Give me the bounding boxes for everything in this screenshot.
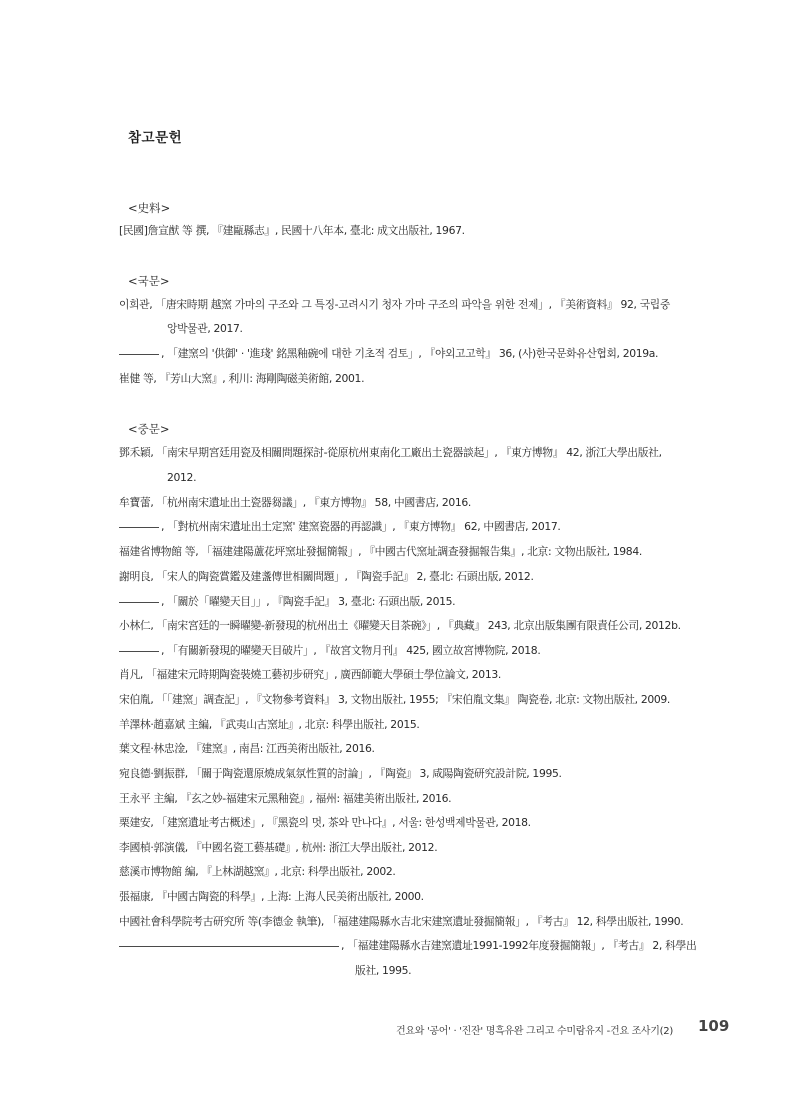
ditto-dash (119, 601, 159, 603)
running-footer: 건요와 '공어' · '진잔' 명흑유완 그리고 수미람유지 -건요 조사기(2) (396, 1026, 673, 1037)
reference-entry: 肖凡, 「福建宋元時期陶瓷裝燒工藝初步研究」, 廣西師範大學碩士學位論文, 2013. (119, 668, 501, 681)
references-heading: 참고문헌 (128, 130, 183, 146)
reference-entry-ditto: , 「建窯의 '供御' · '進琖' 銘黑釉碗에 대한 기초적 검토」, 『야외고고학』 36, (사)한국문화유산협회, 2019a. (119, 347, 658, 360)
reference-entry: 福建省博物館 等, 「福建建陽蘆花坪窯址發掘簡報」, 『中國古代窯址調查發掘報告集』, 北京: 文物出版社, 1984. (119, 545, 642, 558)
ditto-dash (119, 353, 159, 355)
reference-entry: 王永平 主編, 『玄之妙-福建宋元黑釉瓷』, 福州: 福建美術出版社, 2016. (119, 792, 452, 805)
reference-entry: 宛良德·劉振群, 「關于陶瓷還原燒成氣氛性質的討論」, 『陶瓷』 3, 咸陽陶瓷研究設計院, 1995. (119, 767, 562, 780)
page-number: 109 (698, 1017, 730, 1035)
reference-entry: 崔健 等, 『芳山大窯』, 利川: 海剛陶磁美術館, 2001. (119, 372, 365, 385)
reference-entry: 葉文程·林忠淦, 『建窯』, 南昌: 江西美術出版社, 2016. (119, 742, 375, 755)
reference-entry-ditto: , 「對杭州南宋遺址出土定窯' 建窯瓷器的再認識」, 『東方博物』 62, 中國書店, 2017. (119, 520, 561, 533)
reference-entry: 小林仁, 「南宋宮廷的一瞬曜變-新發現的杭州出土《曜變天目茶碗》」, 『典藏』 243, 北京出版集團有限責任公司, 2012b. (119, 619, 681, 632)
section-label-korean: <국문> (128, 274, 170, 288)
reference-entry: 中國社會科學院考古研究所 等(李德金 執筆), 「福建建陽縣水吉北宋建窯遺址發掘簡報」, 『考古』 12, 科學出版社, 1990. (119, 915, 684, 928)
reference-entry-continuation: 2012. (167, 471, 197, 484)
reference-entry: 牟寶蕾, 「杭州南宋遺址出土瓷器芻議」, 『東方博物』 58, 中國書店, 2016. (119, 496, 471, 509)
reference-entry: 張福康, 『中國古陶瓷的科學』, 上海: 上海人民美術出版社, 2000. (119, 890, 424, 903)
reference-entry-ditto: , 「福建建陽縣水吉建窯遺址1991-1992年度發掘簡報」, 『考古』 2, 科學出 (119, 939, 696, 952)
reference-entry: 鄧禾穎, 「南宋早期宮廷用瓷及相關問題探討-從原杭州東南化工廠出土瓷器談起」, 『東方博物』 42, 浙江大學出版社, (119, 446, 662, 459)
section-label-chinese: <중문> (128, 422, 170, 436)
reference-entry: [民國]詹宣猷 等 撰, 『建甌縣志』, 民國十八年本, 臺北: 成文出版社, 1967. (119, 224, 465, 237)
reference-entry-continuation: 版社, 1995. (355, 964, 412, 977)
reference-entry-ditto: , 「關於「曜變天目」」, 『陶瓷手記』 3, 臺北: 石頭出版, 2015. (119, 595, 455, 608)
ditto-dash (119, 650, 159, 652)
reference-entry: 李國楨·郭演儀, 『中國名瓷工藝基礎』, 杭州: 浙江大學出版社, 2012. (119, 841, 438, 854)
reference-entry: 栗建安, 「建窯遺址考古概述」, 『黑瓷의 멋, 茶와 만나다』, 서울: 한성백제박물관, 2018. (119, 816, 531, 829)
reference-entry: 이희관, 「唐宋時期 越窯 가마의 구조와 그 특징-고려시기 청자 가마 구조의 파악을 위한 전제」, 『美術資料』 92, 국립중 (119, 298, 670, 311)
section-label-shiliao: <史料> (128, 201, 171, 215)
ditto-dash (119, 526, 159, 528)
reference-entry-ditto: , 「有關新發現的曜變天目破片」, 『故宮文物月刊』 425, 國立故宮博物院, 2018. (119, 644, 540, 657)
reference-entry: 慈溪市博物館 編, 『上林湖越窯』, 北京: 科學出版社, 2002. (119, 865, 396, 878)
ditto-dash (119, 945, 339, 947)
reference-entry: 羊澤林·趙嘉斌 主編, 『武夷山古窯址』, 北京: 科學出版社, 2015. (119, 718, 420, 731)
reference-entry-continuation: 앙박물관, 2017. (167, 322, 243, 335)
reference-entry: 謝明良, 「宋人的陶瓷賞鑑及建盞傳世相關問題」, 『陶瓷手記』 2, 臺北: 石頭出版, 2012. (119, 570, 534, 583)
reference-entry: 宋伯胤, 「「建窯」調查記」, 『文物參考資料』 3, 文物出版社, 1955; 『宋伯胤文集』 陶瓷卷, 北京: 文物出版社, 2009. (119, 693, 671, 706)
